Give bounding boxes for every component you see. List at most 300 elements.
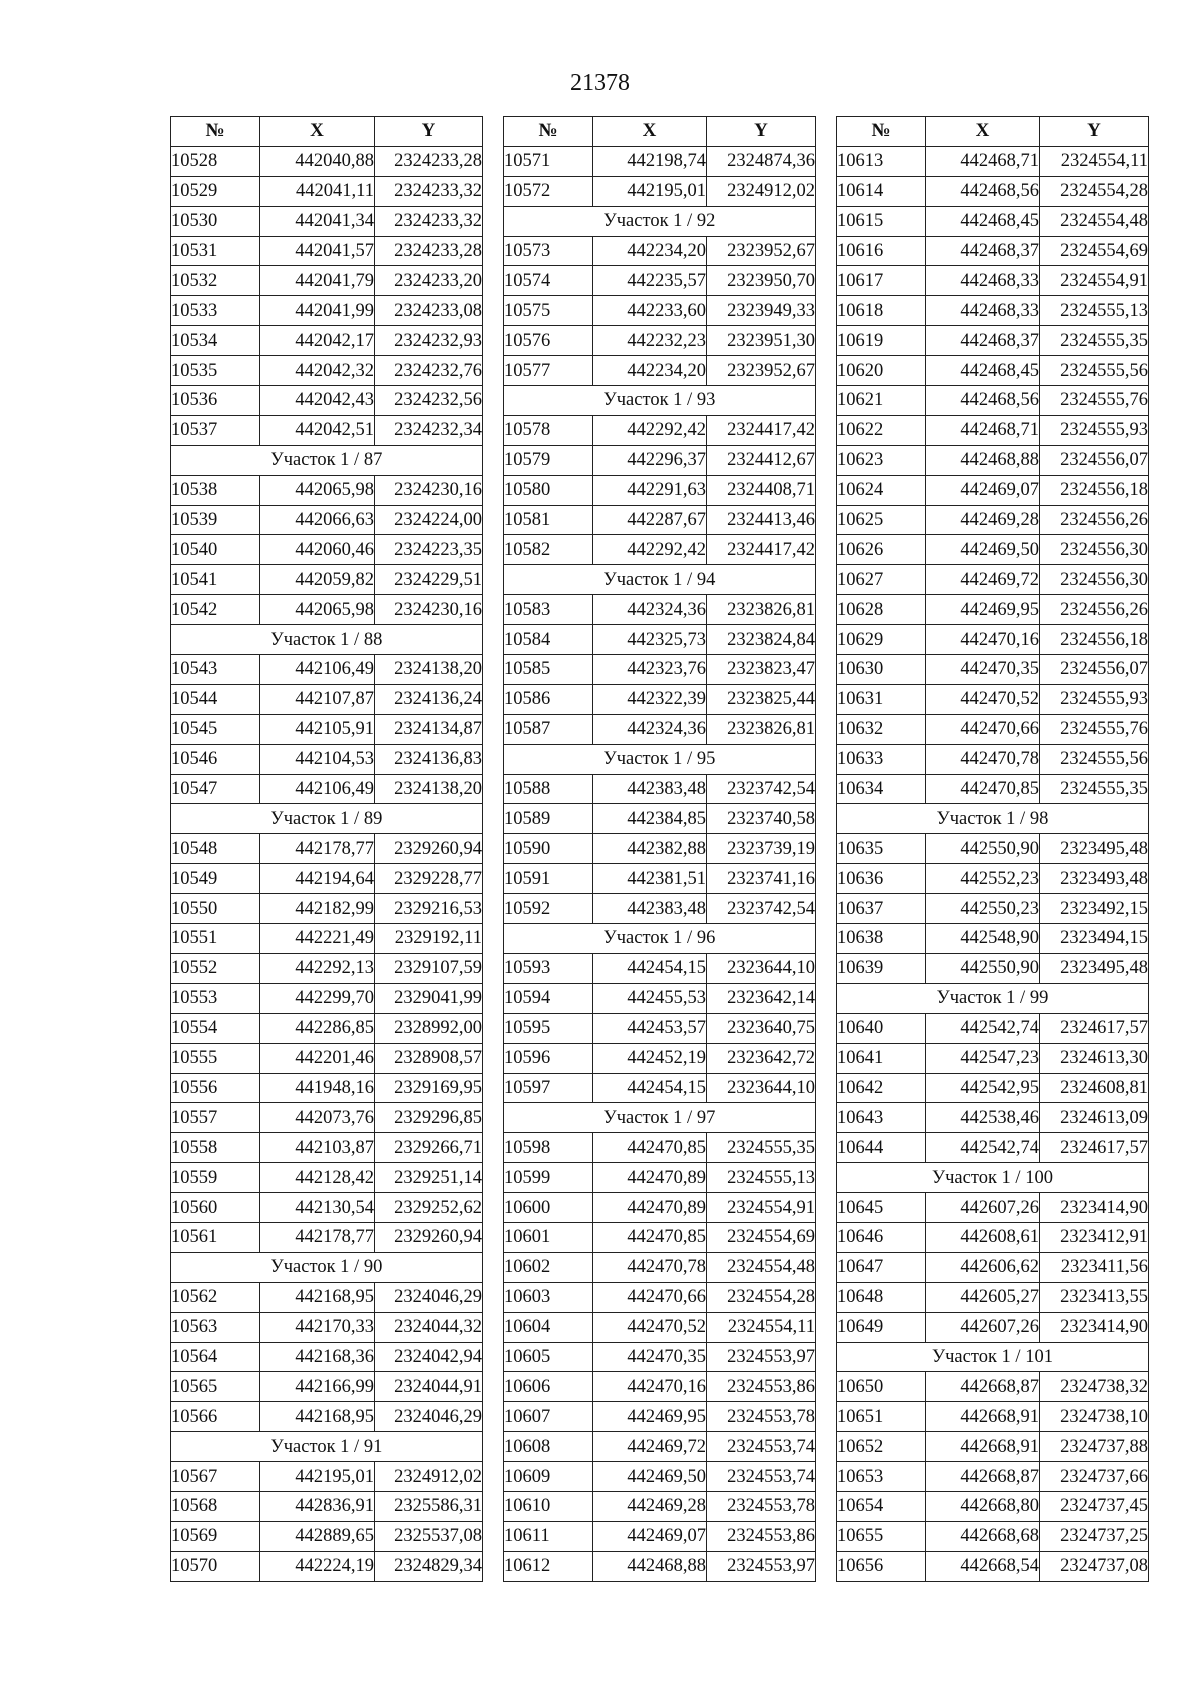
x-coordinate: 442041,11 [260,176,375,206]
y-coordinate: 2323826,81 [707,595,816,625]
y-coordinate: 2324556,18 [1040,625,1149,655]
x-coordinate: 442468,71 [926,146,1040,176]
section-row [504,744,816,774]
y-coordinate: 2324829,34 [375,1551,483,1581]
coordinates-table-left [170,116,483,1582]
table-row [837,565,1149,595]
point-number: 10621 [837,386,926,416]
section-title: Участок 1 / 96 [504,924,816,954]
y-coordinate: 2329107,59 [375,953,483,983]
x-coordinate: 442470,52 [926,684,1040,714]
table-row [837,266,1149,296]
table-row [504,1521,816,1551]
table-row [171,1073,483,1103]
x-coordinate: 442073,76 [260,1103,375,1133]
x-coordinate: 442468,88 [926,445,1040,475]
x-coordinate: 442195,01 [260,1462,375,1492]
x-coordinate: 442889,65 [260,1521,375,1551]
y-coordinate: 2323495,48 [1040,834,1149,864]
x-coordinate: 442470,78 [926,744,1040,774]
coordinates-table-middle [503,116,816,1582]
y-coordinate: 2324230,16 [375,595,483,625]
point-number: 10557 [171,1103,260,1133]
y-coordinate: 2324553,74 [707,1462,816,1492]
x-coordinate: 442168,36 [260,1342,375,1372]
x-coordinate: 442041,57 [260,236,375,266]
table-row [837,505,1149,535]
y-coordinate: 2324553,97 [707,1551,816,1581]
y-coordinate: 2323740,58 [707,804,816,834]
y-coordinate: 2324413,46 [707,505,816,535]
table-row [504,356,816,386]
table-row [171,953,483,983]
point-number: 10543 [171,655,260,685]
point-number: 10656 [837,1551,926,1581]
table-row [171,983,483,1013]
table-row [504,1222,816,1252]
table-row [171,535,483,565]
table-row [837,1103,1149,1133]
table-row [504,864,816,894]
section-row [504,206,816,236]
table-row [504,595,816,625]
y-coordinate: 2324233,32 [375,206,483,236]
y-coordinate: 2324223,35 [375,535,483,565]
table-row [171,684,483,714]
point-number: 10613 [837,146,926,176]
x-coordinate: 442065,98 [260,475,375,505]
x-coordinate: 442469,28 [593,1491,707,1521]
table-row [504,445,816,475]
x-coordinate: 442195,01 [593,176,707,206]
point-number: 10581 [504,505,593,535]
table-row [504,146,816,176]
point-number: 10586 [504,684,593,714]
x-coordinate: 442383,48 [593,894,707,924]
section-row [504,924,816,954]
table-row [837,595,1149,625]
x-coordinate: 442470,85 [593,1222,707,1252]
y-coordinate: 2324556,30 [1040,565,1149,595]
y-coordinate: 2324555,76 [1040,714,1149,744]
point-number: 10540 [171,535,260,565]
table-row [837,236,1149,266]
point-number: 10542 [171,595,260,625]
point-number: 10610 [504,1491,593,1521]
x-coordinate: 442668,91 [926,1402,1040,1432]
point-number: 10534 [171,326,260,356]
section-title: Участок 1 / 94 [504,565,816,595]
table-row [837,864,1149,894]
y-coordinate: 2324233,20 [375,266,483,296]
point-number: 10589 [504,804,593,834]
table-row [171,415,483,445]
x-coordinate: 442470,66 [926,714,1040,744]
table-row [171,774,483,804]
point-number: 10560 [171,1193,260,1223]
table-row [837,146,1149,176]
table-row [837,894,1149,924]
y-coordinate: 2324554,69 [707,1222,816,1252]
section-title: Участок 1 / 99 [837,983,1149,1013]
x-coordinate: 442608,61 [926,1222,1040,1252]
x-coordinate: 442607,26 [926,1312,1040,1342]
table-header-row [837,117,1149,147]
y-coordinate: 2324555,93 [1040,684,1149,714]
point-number: 10549 [171,864,260,894]
point-number: 10533 [171,296,260,326]
point-number: 10623 [837,445,926,475]
x-coordinate: 442324,36 [593,714,707,744]
x-coordinate: 442550,90 [926,834,1040,864]
y-coordinate: 2329296,85 [375,1103,483,1133]
point-number: 10553 [171,983,260,1013]
table-header-row [171,117,483,147]
point-number: 10537 [171,415,260,445]
y-coordinate: 2329260,94 [375,1222,483,1252]
point-number: 10611 [504,1521,593,1551]
point-number: 10570 [171,1551,260,1581]
y-coordinate: 2323642,14 [707,983,816,1013]
y-coordinate: 2324553,86 [707,1521,816,1551]
table-row [837,924,1149,954]
table-row [837,1491,1149,1521]
point-number: 10646 [837,1222,926,1252]
x-coordinate: 442059,82 [260,565,375,595]
point-number: 10604 [504,1312,593,1342]
table-row [504,714,816,744]
table-row [837,1193,1149,1223]
point-number: 10567 [171,1462,260,1492]
table-row [171,1133,483,1163]
point-number: 10630 [837,655,926,685]
y-coordinate: 2323642,72 [707,1043,816,1073]
y-coordinate: 2323952,67 [707,356,816,386]
y-coordinate: 2324554,91 [1040,266,1149,296]
table-row [504,1372,816,1402]
header-x: X [593,117,707,147]
x-coordinate: 442168,95 [260,1402,375,1432]
y-coordinate: 2323741,16 [707,864,816,894]
point-number: 10617 [837,266,926,296]
x-coordinate: 442469,95 [593,1402,707,1432]
point-number: 10529 [171,176,260,206]
x-coordinate: 442470,66 [593,1282,707,1312]
x-coordinate: 442468,37 [926,236,1040,266]
point-number: 10620 [837,356,926,386]
point-number: 10631 [837,684,926,714]
x-coordinate: 442470,16 [926,625,1040,655]
point-number: 10566 [171,1402,260,1432]
header-x: X [260,117,375,147]
x-coordinate: 442103,87 [260,1133,375,1163]
point-number: 10555 [171,1043,260,1073]
table-row [504,236,816,266]
point-number: 10544 [171,684,260,714]
point-number: 10632 [837,714,926,744]
point-number: 10536 [171,386,260,416]
x-coordinate: 442468,33 [926,266,1040,296]
table-row [171,1521,483,1551]
point-number: 10530 [171,206,260,236]
x-coordinate: 442542,95 [926,1073,1040,1103]
x-coordinate: 442668,91 [926,1432,1040,1462]
x-coordinate: 442178,77 [260,1222,375,1252]
point-number: 10556 [171,1073,260,1103]
table-row [171,1372,483,1402]
y-coordinate: 2324737,25 [1040,1521,1149,1551]
y-coordinate: 2323411,56 [1040,1252,1149,1282]
y-coordinate: 2324233,28 [375,236,483,266]
point-number: 10612 [504,1551,593,1581]
point-number: 10545 [171,714,260,744]
y-coordinate: 2329192,11 [375,924,483,954]
x-coordinate: 442470,85 [593,1133,707,1163]
section-row [837,1342,1149,1372]
x-coordinate: 442470,35 [926,655,1040,685]
table-row [171,176,483,206]
y-coordinate: 2329041,99 [375,983,483,1013]
table-row [504,296,816,326]
y-coordinate: 2329228,77 [375,864,483,894]
table-row [504,1402,816,1432]
table-row [504,804,816,834]
x-coordinate: 442042,32 [260,356,375,386]
y-coordinate: 2324613,30 [1040,1043,1149,1073]
table-row [171,505,483,535]
y-coordinate: 2323495,48 [1040,953,1149,983]
table-row [171,864,483,894]
point-number: 10652 [837,1432,926,1462]
y-coordinate: 2324556,26 [1040,505,1149,535]
section-title: Участок 1 / 90 [171,1252,483,1282]
y-coordinate: 2324738,10 [1040,1402,1149,1432]
x-coordinate: 442232,23 [593,326,707,356]
y-coordinate: 2323414,90 [1040,1312,1149,1342]
coordinates-table-right [836,116,1149,1582]
y-coordinate: 2325586,31 [375,1491,483,1521]
x-coordinate: 442836,91 [260,1491,375,1521]
point-number: 10606 [504,1372,593,1402]
x-coordinate: 442128,42 [260,1163,375,1193]
y-coordinate: 2324554,91 [707,1193,816,1223]
point-number: 10579 [504,445,593,475]
x-coordinate: 442292,42 [593,535,707,565]
page-number: 21378 [570,70,630,96]
table-row [504,625,816,655]
table-row [504,684,816,714]
y-coordinate: 2328908,57 [375,1043,483,1073]
x-coordinate: 442221,49 [260,924,375,954]
x-coordinate: 442468,45 [926,206,1040,236]
x-coordinate: 442382,88 [593,834,707,864]
table-row [504,1282,816,1312]
table-row [504,894,816,924]
table-row [504,983,816,1013]
section-title: Участок 1 / 101 [837,1342,1149,1372]
y-coordinate: 2324554,28 [707,1282,816,1312]
x-coordinate: 442041,79 [260,266,375,296]
y-coordinate: 2324553,78 [707,1491,816,1521]
x-coordinate: 442470,16 [593,1372,707,1402]
x-coordinate: 442170,33 [260,1312,375,1342]
y-coordinate: 2324134,87 [375,714,483,744]
y-coordinate: 2324554,11 [1040,146,1149,176]
point-number: 10552 [171,953,260,983]
x-coordinate: 442323,76 [593,655,707,685]
point-number: 10594 [504,983,593,1013]
y-coordinate: 2324556,26 [1040,595,1149,625]
x-coordinate: 442469,95 [926,595,1040,625]
table-row [837,326,1149,356]
x-coordinate: 442469,07 [593,1521,707,1551]
table-row [837,1432,1149,1462]
point-number: 10562 [171,1282,260,1312]
table-row [837,1013,1149,1043]
y-coordinate: 2323413,55 [1040,1282,1149,1312]
section-title: Участок 1 / 95 [504,744,816,774]
point-number: 10576 [504,326,593,356]
table-row [171,1043,483,1073]
table-row [171,1402,483,1432]
y-coordinate: 2324042,94 [375,1342,483,1372]
y-coordinate: 2323949,33 [707,296,816,326]
y-coordinate: 2324608,81 [1040,1073,1149,1103]
table-row [504,475,816,505]
table-row [171,744,483,774]
section-row [504,1103,816,1133]
x-coordinate: 442547,23 [926,1043,1040,1073]
y-coordinate: 2324737,66 [1040,1462,1149,1492]
point-number: 10585 [504,655,593,685]
table-row [837,953,1149,983]
section-row [504,565,816,595]
y-coordinate: 2324554,48 [707,1252,816,1282]
y-coordinate: 2323826,81 [707,714,816,744]
table-row [837,1133,1149,1163]
point-number: 10559 [171,1163,260,1193]
y-coordinate: 2329252,62 [375,1193,483,1223]
point-number: 10564 [171,1342,260,1372]
x-coordinate: 442470,52 [593,1312,707,1342]
x-coordinate: 442607,26 [926,1193,1040,1223]
table-row [171,326,483,356]
point-number: 10633 [837,744,926,774]
x-coordinate: 442605,27 [926,1282,1040,1312]
y-coordinate: 2323414,90 [1040,1193,1149,1223]
x-coordinate: 442383,48 [593,774,707,804]
y-coordinate: 2324232,76 [375,356,483,386]
point-number: 10655 [837,1521,926,1551]
table-row [837,1312,1149,1342]
y-coordinate: 2324233,32 [375,176,483,206]
y-coordinate: 2324044,91 [375,1372,483,1402]
point-number: 10571 [504,146,593,176]
point-number: 10600 [504,1193,593,1223]
point-number: 10609 [504,1462,593,1492]
point-number: 10645 [837,1193,926,1223]
y-coordinate: 2323824,84 [707,625,816,655]
table-row [504,1073,816,1103]
table-row [837,296,1149,326]
point-number: 10622 [837,415,926,445]
table-row [171,206,483,236]
table-row [504,1133,816,1163]
y-coordinate: 2324554,28 [1040,176,1149,206]
y-coordinate: 2324617,57 [1040,1133,1149,1163]
section-title: Участок 1 / 98 [837,804,1149,834]
table-row [171,1282,483,1312]
table-row [504,834,816,864]
y-coordinate: 2324613,09 [1040,1103,1149,1133]
x-coordinate: 442470,35 [593,1342,707,1372]
table-row [504,1462,816,1492]
point-number: 10532 [171,266,260,296]
point-number: 10596 [504,1043,593,1073]
table-row [171,1013,483,1043]
x-coordinate: 442042,17 [260,326,375,356]
y-coordinate: 2324044,32 [375,1312,483,1342]
point-number: 10591 [504,864,593,894]
point-number: 10595 [504,1013,593,1043]
section-title: Участок 1 / 87 [171,445,483,475]
section-row [171,1252,483,1282]
x-coordinate: 442042,43 [260,386,375,416]
point-number: 10643 [837,1103,926,1133]
y-coordinate: 2323742,54 [707,774,816,804]
table-row [504,1252,816,1282]
table-row [504,266,816,296]
point-number: 10590 [504,834,593,864]
y-coordinate: 2324555,35 [1040,774,1149,804]
x-coordinate: 442107,87 [260,684,375,714]
section-row [171,804,483,834]
section-title: Участок 1 / 93 [504,386,816,416]
x-coordinate: 442469,50 [593,1462,707,1492]
point-number: 10592 [504,894,593,924]
table-row [837,1282,1149,1312]
table-row [837,1372,1149,1402]
x-coordinate: 441948,16 [260,1073,375,1103]
point-number: 10624 [837,475,926,505]
table-row [504,415,816,445]
y-coordinate: 2324617,57 [1040,1013,1149,1043]
table-row [171,1312,483,1342]
table-row [171,475,483,505]
section-row [837,983,1149,1013]
point-number: 10535 [171,356,260,386]
y-coordinate: 2323739,19 [707,834,816,864]
table-row [837,1462,1149,1492]
y-coordinate: 2323825,44 [707,684,816,714]
x-coordinate: 442168,95 [260,1282,375,1312]
y-coordinate: 2324136,83 [375,744,483,774]
point-number: 10654 [837,1491,926,1521]
table-row [171,834,483,864]
x-coordinate: 442469,72 [926,565,1040,595]
point-number: 10644 [837,1133,926,1163]
table-row [837,1043,1149,1073]
x-coordinate: 442201,46 [260,1043,375,1073]
table-row [504,1043,816,1073]
x-coordinate: 442106,49 [260,774,375,804]
point-number: 10575 [504,296,593,326]
y-coordinate: 2324556,07 [1040,655,1149,685]
header-y: Y [375,117,483,147]
section-row [837,804,1149,834]
point-number: 10629 [837,625,926,655]
y-coordinate: 2328992,00 [375,1013,483,1043]
